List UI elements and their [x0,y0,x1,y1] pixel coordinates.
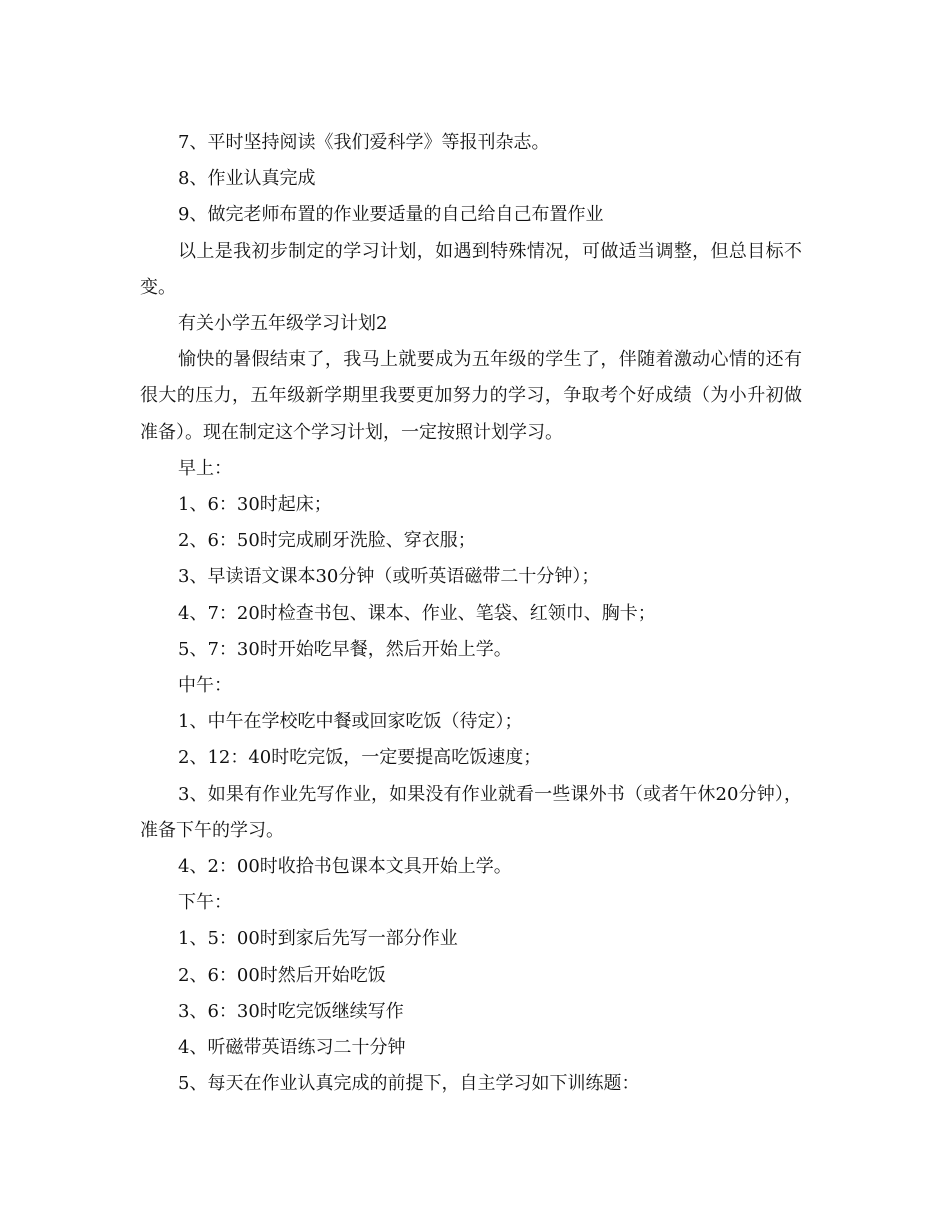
section-heading: 有关小学五年级学习计划2 [178,313,388,335]
list-item: 4、听磁带英语练习二十分钟 [178,1037,406,1059]
paragraph: 以上是我初步制定的学习计划，如遇到特殊情况，可做适当调整，但总目标不变。 [140,240,802,298]
paragraph: 7、平时坚持阅读《我们爱科学》等报刊杂志。 [178,132,550,153]
paragraph: 9、做完老师布置的作业要适量的自己给自己布置作业 [178,204,604,226]
list-item: 1、中午在学校吃中餐或回家吃饭（待定）； [178,711,523,733]
list-item: 4、2：00时收拾书包课本文具开始上学。 [178,856,512,878]
paragraph: 8、作业认真完成 [178,168,316,190]
paragraph: 愉快的暑假结束了，我马上就要成为五年级的学生了，伴随着激动心情的还有很大的压力，五年级新学期里我要更加努力的学习，争取考个好成绩（为小升初做准备）。现在制定这个学习计划，一定按照计划学习。 [140,349,802,443]
subheading-noon: 中午： [178,675,232,697]
list-item: 2、6：50时完成刷牙洗脸、穿衣服； [178,530,476,552]
list-item: 5、每天在作业认真完成的前提下，自主学习如下训练题： [178,1073,640,1095]
list-item: 2、12：40时吃完饭，一定要提高吃饭速度； [178,747,542,769]
list-item: 3、早读语文课本30分钟（或听英语磁带二十分钟）； [178,566,600,588]
list-item: 3、如果有作业先写作业，如果没有作业就看一些课外书（或者午休20分钟），准备下午的学习。 [140,783,802,841]
list-item: 5、7：30时开始吃早餐，然后开始上学。 [178,638,512,660]
document-body [140,125,802,1102]
list-item: 2、6：00时然后开始吃饭 [178,964,386,986]
subheading-afternoon: 下午： [178,892,232,914]
list-item: 1、5：00时到家后先写一部分作业 [178,928,458,950]
subheading-morning: 早上： [178,457,232,479]
list-item: 1、6：30时起床； [178,494,332,516]
list-item: 4、7：20时检查书包、课本、作业、笔袋、红领巾、胸卡； [178,602,656,624]
list-item: 3、6：30时吃完饭继续写作 [178,1000,404,1022]
